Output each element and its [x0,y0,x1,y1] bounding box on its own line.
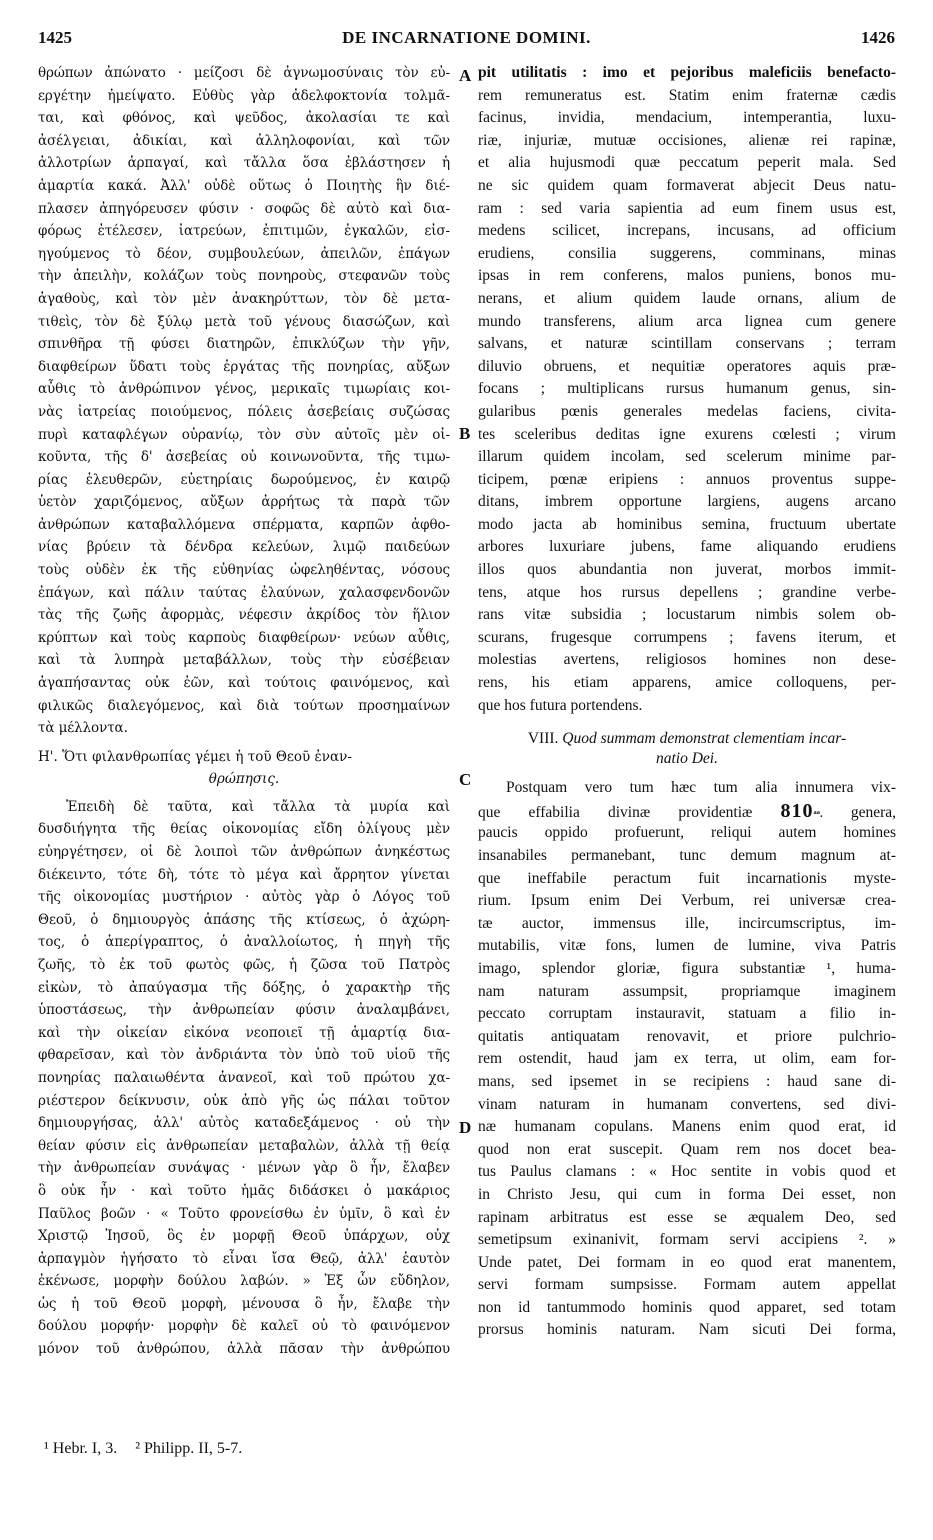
greek-line: ἀσέλγειαι, ἀδικίαι, καὶ ἀλληλοφονίαι, καὶ τῶν [38,132,450,149]
latin-line-text: que effabilia divinæ providentiæ [478,803,753,821]
latin-line: molestias avertens, religiosos homines non dese- [478,651,896,669]
margin-letter-c: C [459,770,472,789]
latin-line: ipsas in rem conferens, malos puniens, bonos mu- [478,267,896,285]
greek-line: τὰ μέλλοντα. [38,720,128,737]
latin-line: tus Paulus clamans : « Hoc sentite in vobis quod et [478,1163,896,1181]
greek-line: κοῦντα, τῆς δ' ἀσεβείας οὐ κοινωνοῦντα, τῆς τιμω- [38,449,450,466]
latin-line: nam naturam assumpsit, propriamque imaginem [478,982,896,1000]
latin-line: quitatis antiquatam renovavit, et priore pulchrio- [478,1027,896,1045]
footnotes [44,1440,256,1458]
latin-line: tes sceleribus deditas igne exurens cœlesti ; virum [478,425,896,443]
latin-line: que ineffabile peractum fuit incarnationis myste- [478,869,896,887]
latin-column [478,62,896,1342]
margin-letter-b: B [459,424,471,443]
greek-line: τῆς οἰκονομίας μυστήριον · αὐτὸς γὰρ ὁ Λόγος τοῦ [38,889,450,906]
greek-line: πλασεν ἀπηγόρευσεν φύσιν · σοφῶς δὲ αὐτὸ καὶ δια- [38,200,450,217]
greek-line: αὖθις τὸ ἀνθρώπινον γένος, μερικαῖς τιμωρίαις κοι- [38,381,450,398]
right-column-number: 1426 [861,28,895,47]
greek-line: ὑποστάσεως, τὴν ἀνθρωπείαν φύσιν ἀναλαμβάνει, [38,1002,450,1019]
greek-line: εἰκὼν, τὸ ἀπαύγασμα τῆς δόξης, ὁ χαρακτὴρ τῆς [38,979,450,996]
latin-paragraph-2 [478,822,896,1342]
latin-line: rapinam arbitratus est esse se æqualem Deo, sed [478,1208,896,1226]
latin-line: non id tantummodo hominis quod apparet, sed totam [478,1298,896,1316]
greek-line: νὰς ἰατρείας ποιούμενος, πόλεις ἀσεβείαις συζώσας [38,403,450,420]
page-header [38,28,895,52]
greek-heading-line-1: Η'. Ὅτι φιλανθρωπίας γέμει ἡ τοῦ Θεοῦ ἐναν- [38,748,352,765]
latin-line: Postquam vero tum hæc tum alia innumera vix- [506,779,896,797]
latin-line: illos quos abundantia non juverat, morbos immit- [478,561,896,579]
greek-line: ηγούμενος τὸ δέον, συμβουλεύων, ἀπειλῶν, ἐπάγων [38,245,450,262]
latin-line: rans vitæ subsidia ; locustarum nimbis solem ob- [478,606,896,624]
greek-line: κρύπτων καὶ τοὺς καρποὺς διαφθείρων· νεύων αὖθις, [38,629,450,646]
latin-section-heading [478,729,896,769]
latin-heading-numeral: VIII. [527,730,559,748]
greek-line: καὶ τὴν οἰκείαν εἰκόνα νεοποιεῖ τῇ ἁμαρτίᾳ δια- [38,1024,450,1041]
greek-line: ριέστερον δείκνυσιν, οὐκ ἀπὸ γῆς ὡς πάλαι τοῦτον [38,1092,450,1109]
greek-line: ὡς ἡ τοῦ Θεοῦ μορφὴ, μένουσα ὃ ἦν, ἔλαβε τὴν [38,1295,450,1312]
latin-line: mans, sed ipsemet in se recipiens : haud sane di- [478,1072,896,1090]
latin-line: erudiens, consilia suggerens, comminans, minas [478,244,896,262]
latin-line: ne sic quidem quam formaverat abjecit Deus natu- [478,176,896,194]
greek-line: ἀλλοτρίων ἁρπαγαί, καὶ τἄλλα ὅσα ἐβλάστησεν ἡ [38,155,450,172]
latin-line: paucis oppido profuerunt, reliqui autem homines [478,824,896,842]
greek-line: εὐηργέτησεν, οἱ δὲ λοιποὶ τῶν ἀνθρώπων ἀνηκέστως [38,844,450,860]
latin-line: pit utilitatis : imo et pejoribus maleficiis benefacto- [478,64,896,81]
left-column-number: 1425 [38,28,72,47]
greek-line: ἀγαθοὺς, καὶ τὸν μὲν ἀνακηρύττων, τὸν δὲ μετα- [38,290,450,307]
latin-line: scurans, frugesque corrumpens ; favens iterum, et [478,628,896,646]
latin-line: ram : sed varia sapientia ad eum finem usus est, [478,199,896,217]
greek-line: ὑετὸν χαριζόμενος, αὔξων ἀρρήτως τὰ παρὰ τῶν [38,494,450,511]
greek-line: ἀγαπήσαντας οὐκ ἐῶν, καὶ τούτοις φαινόμενος, καὶ [38,675,450,692]
margin-letter-d: D [459,1118,472,1137]
latin-line: riæ, injuriæ, mutuæ occisiones, alienæ rei rapinæ, [478,131,896,149]
latin-heading-title: Quod summam demonstrat clementiam incar- [562,730,847,748]
greek-line: ἁμαρτία κακά. Ἀλλ' οὐδὲ οὕτως ὁ Ποιητὴς ἣν διέ- [38,177,450,194]
greek-line: μόνον τοῦ ἀνθρώπου, ἀλλὰ πᾶσαν τὴν ἀνθρώπου [38,1341,450,1358]
latin-line: semetipsum exinanivit, formam servi accipiens ². » [478,1231,896,1249]
latin-line-with-column-number [478,800,896,823]
greek-line: πονηρίας παλαιωθέντα ἀνανεοῖ, καὶ τοῦ πρώτου χα- [38,1069,450,1086]
latin-line: servi formam sumpsisse. Formam autem appellat [478,1276,896,1294]
latin-line: et alia hujusmodi quæ peccatum peperit mala. Sed [478,154,896,172]
greek-line: θείαν φύσιν εἰς ἀνθρωπείαν μεταβαλὼν, ἀλλὰ τῇ θείᾳ [38,1137,450,1154]
latin-line: focans ; multiplicans rursus humanum genus, sin- [478,380,896,398]
greek-line: ὃ οὐκ ἦν · καὶ τοῦτο ἡμᾶς διδάσκει ὁ μακάριος [38,1182,450,1199]
greek-line: Χριστῷ Ἰησοῦ, ὃς ἐν μορφῇ Θεοῦ ὑπάρχων, οὐχ [38,1228,450,1245]
greek-line: ρίας ἐλευθερῶν, εὐετηρίαις δωρούμενος, ἐν καιρῷ [38,471,450,488]
greek-heading-line-2: θρώπησις. [208,770,280,787]
greek-line: φιλικῶς διαλεγόμενος, καὶ διὰ τούτων προσημαίνων [38,697,450,714]
latin-line: diluvio obruens, et nequitiæ operatores aquis præ- [478,357,896,375]
latin-line: imago, splendor gloriæ, figura substantiæ ¹, huma- [478,959,896,977]
latin-line: arbores luxuriare jubens, fame aliquando erudiens [478,538,896,556]
greek-line: ἐκένωσε, μορφὴν δούλου λαβών. » Ἐξ ὧν εὔδηλον, [38,1273,450,1290]
latin-line: tæ auctor, immensus ille, incircumscriptus, im- [478,914,896,932]
latin-line: mutabilis, vitæ fons, lumen de lumine, viva Patris [478,937,896,955]
greek-section-heading [38,746,450,790]
greek-paragraph-2 [38,796,450,1361]
greek-line: ἁρπαγμὸν ἡγήσατο τὸ εἶναι ἴσα Θεῷ, ἀλλ' ἑαυτὸν [38,1250,450,1267]
latin-paragraph-1 [478,62,896,717]
latin-line: vinam naturam in humanam convertens, sed divi- [478,1095,896,1113]
greek-line: καὶ τὰ λυπηρὰ μεταβάλλων, τοὺς τὴν εὐσέβειαν [38,652,450,669]
latin-line: salvans, et naturæ scintillam conservans ; terram [478,335,896,353]
greek-line: δημιουργήσας, ἀλλ' αὐτὸς καταδεξάμενος · οὐ τὴν [38,1115,450,1132]
greek-line: ζωῆς, τὸ ἐκ τοῦ φωτὸς φῶς, ἡ ζῶσα τοῦ Πατρὸς [38,956,450,973]
latin-line: rem ostendit, haud jam ex terra, ut olim, eam for- [478,1050,896,1068]
greek-line: Παῦλος βοῶν · « Τοῦτο φρονείσθω ἐν ὑμῖν, ὃ καὶ ἐν [38,1205,450,1222]
migne-column-suffix: ᵃᵃ. [813,807,823,820]
footnote-2: ² Philipp. II, 5-7. [135,1440,243,1457]
greek-line: ται, καὶ φθόνος, καὶ ψεῦδος, ἀκολασίαι τε καὶ [38,110,450,127]
latin-line: in Christo Jesu, qui cum in forma Dei esset, non [478,1185,896,1203]
latin-line: peccato corruptam instauravit, statuam a filio in- [478,1005,896,1023]
latin-line: illarum quidem incolam, sed scelerum minime par- [478,448,896,466]
latin-line-text: genera, [850,803,896,821]
greek-line: τιθεὶς, τὸν δὲ ξύλῳ μετὰ τοῦ γένους διασώζων, καὶ [38,313,450,330]
greek-line: νίας βρύειν τὰ δένδρα κελεύων, λιμῷ παιδεύων [38,539,450,556]
greek-line: τοὺς οὐδὲν ἐκ τῆς εὐθηνίας ὠφεληθέντας, νόσους [38,562,450,579]
latin-line: insanabiles permanebant, tunc demum magnum at- [478,847,896,864]
latin-line: quod non erat suscepit. Quam rem nos docet bea- [478,1140,896,1158]
greek-line: ἀνθρώπων καταβαλλόμενα σπέρματα, καρπῶν ἀφθο- [38,516,450,533]
latin-line: gularibus pœnis generales medelas faciens, civita- [478,402,896,420]
greek-line: Θεοῦ, ὁ δημιουργὸς ἁπάσης τῆς κτίσεως, ὁ ἀχώρη- [38,911,450,928]
greek-line: διέκειντο, τότε δὴ, τότε τὸ μέγα καὶ ἄρρητον γίνεται [38,866,450,883]
latin-line: nerans, et alium quidem laude ornans, alium de [478,289,896,307]
latin-line: rem remuneratus est. Statim enim fraternæ cædis [478,86,896,104]
greek-line: τὴν ἀνθρωπείαν συνάψας · μένων γὰρ ὃ ἦν, ἔλαβεν [38,1160,450,1177]
latin-heading-line-2: natio Dei. [656,750,718,768]
greek-line: διαφθείρων ὕδατι τοὺς ἐργάτας τῆς πονηρίας, αὔξων [38,358,450,375]
migne-column-number: 810 [780,799,814,822]
greek-paragraph-1 [38,62,450,740]
greek-line: πυρὶ καταφλέγων οὐρανίῳ, τὸν σὺν αὐτοῖς μὲν οἰ- [38,426,450,443]
greek-column [38,62,450,1361]
latin-heading-line-1 [478,729,896,749]
footnote-1: ¹ Hebr. I, 3. [44,1440,118,1457]
greek-line: εργέτην ἠμείψατο. Εὐθὺς γὰρ ἀδελφοκτονία τολμᾶ- [38,87,450,104]
margin-letter-a: A [459,66,472,85]
greek-line: φθαρεῖσαν, καὶ τὸν ἀνδριάντα τὸν ὑπὸ τοῦ υἱοῦ τῆς [38,1047,450,1064]
greek-line: δούλου μορφήν· μορφὴν δὲ καλεῖ οὐ τὸ φαινόμενον [38,1318,450,1335]
greek-line: τὴν ἀπειλὴν, κολάζων τοὺς πονηροὺς, στεφανῶν τοὺς [38,268,450,285]
greek-line: τὰς τῆς ζωῆς ἀφορμὰς, νέφεσιν ἀκρίδος τὸν ἥλιον [38,607,450,624]
latin-line: prorsus hominis naturam. Nam sicuti Dei forma, [478,1321,896,1339]
latin-line: tens, atque hos rursus depellens ; grandine verbe- [478,583,896,601]
greek-line: τος, ὁ ἀπερίγραπτος, ὁ ἀναλλοίωτος, ἡ πηγὴ τῆς [38,934,450,951]
greek-line: σπινθῆρα τῇ φύσει διατηρῶν, ἐπικλύζων τὴν γῆν, [38,336,450,353]
latin-line: medens scilicet, increpans, incusans, ad officium [478,222,896,240]
latin-line: mundo transferens, alium arca lignea cum genere [478,312,896,330]
latin-line: facinus, invidia, mendacium, intemperantia, luxu- [478,109,896,127]
greek-line: φόρως ἐτέλεσεν, ἰατρεύων, ἐπιτιμῶν, ἐγκαλῶν, εἰσ- [38,223,450,240]
greek-line: δυσδιήγητα τῆς θείας οἰκονομίας εἴδη ὀλίγους μὲν [38,821,450,838]
running-title: DE INCARNATIONE DOMINI. [342,28,591,47]
latin-line: næ humanam copulans. Manens enim quod erat, id [478,1118,896,1136]
latin-line: ditans, imbrem opportune largiens, augens arcano [478,493,896,511]
greek-line: θρώπων ἀπώνατο · μείζοσι δὲ ἀγνωμοσύναις τὸν εὐ- [38,65,450,81]
latin-line: Unde patet, Dei formam in eo quod erat manentem, [478,1253,896,1271]
latin-line: que hos futura portendens. [478,696,643,714]
latin-line: rens, his etiam apparens, amice colloquens, per- [478,674,896,692]
greek-line: Ἐπειδὴ δὲ ταῦτα, καὶ τἄλλα τὰ μυρία καὶ [66,798,450,815]
greek-line: ἐπάγων, καὶ πάλιν ταύτας ἐλαύνων, χαλασφενδονῶν [38,584,450,601]
latin-line: rium. Ipsum enim Dei Verbum, rei universæ crea- [478,892,896,910]
latin-line: modo jacta ab hominibus semina, fructuum ubertate [478,515,896,533]
latin-line: ticipem, pœnæ eripiens : annuos proventus suppe- [478,470,896,488]
